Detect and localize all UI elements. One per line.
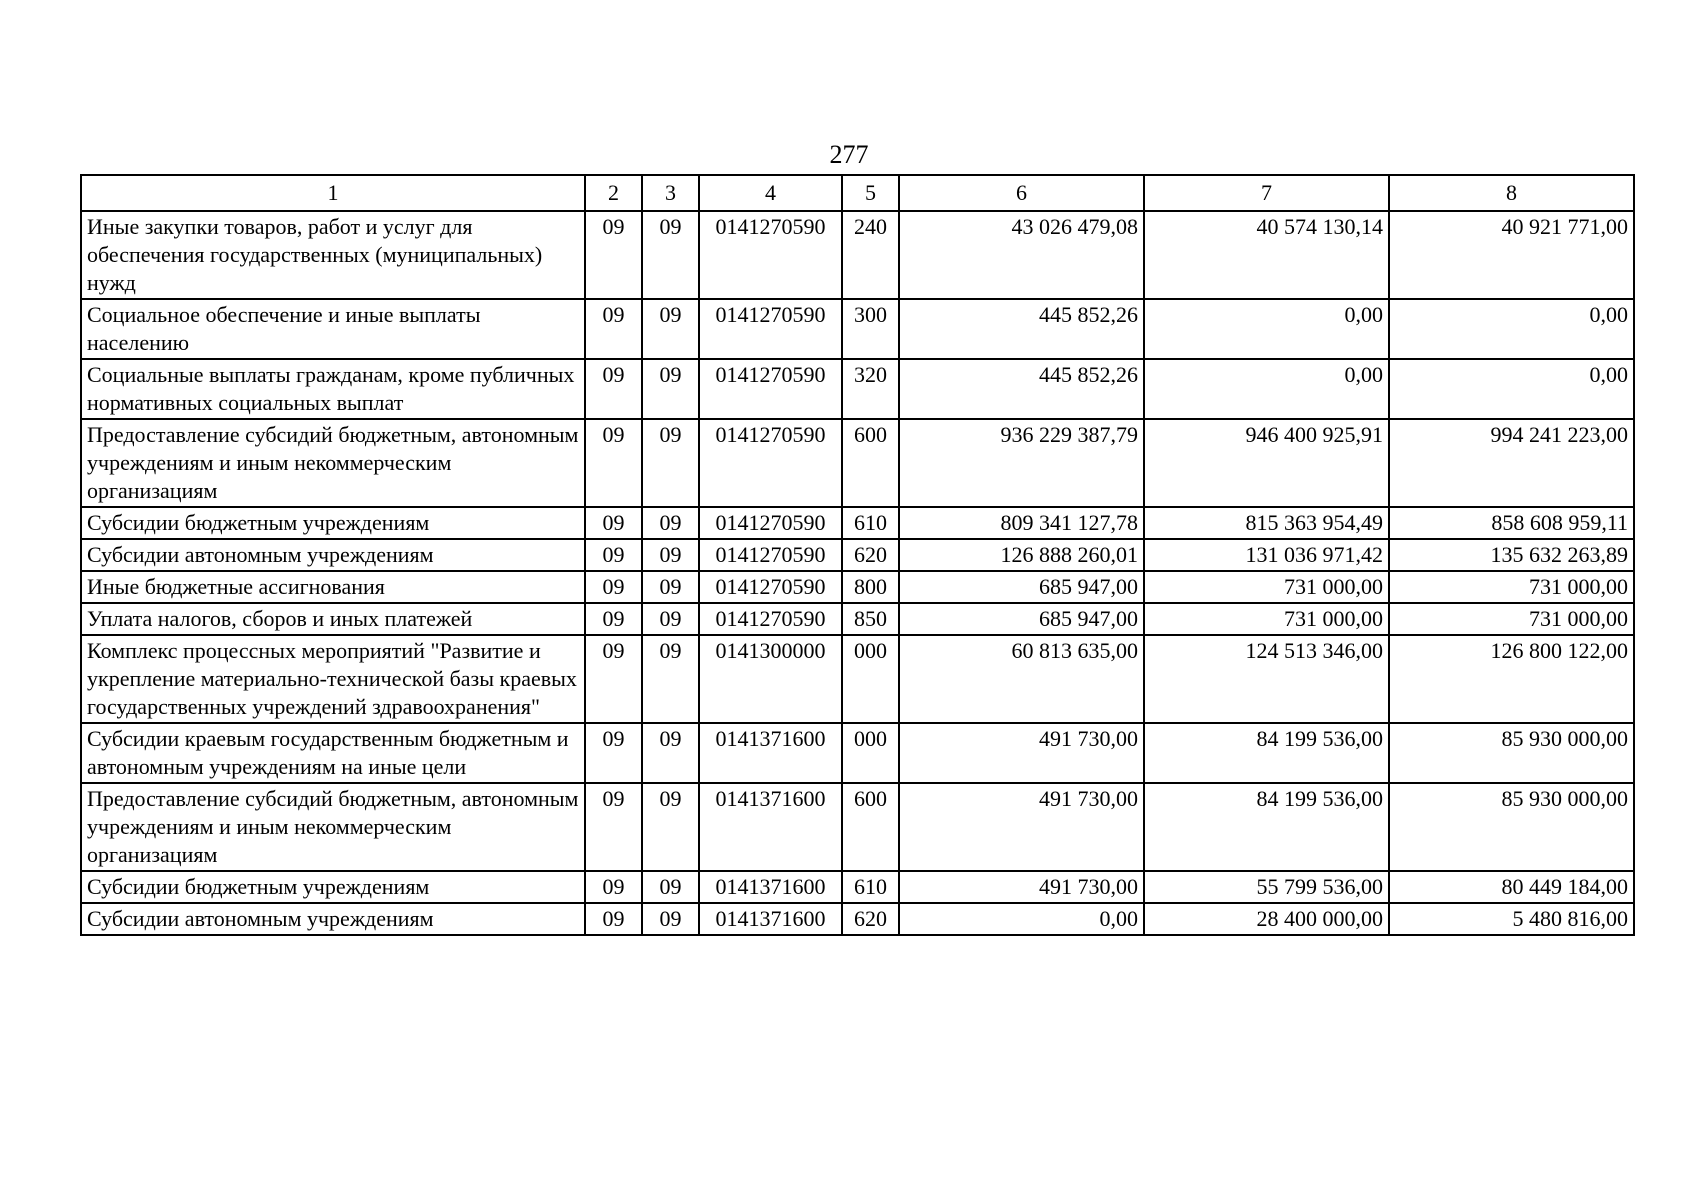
row-expense-type: 000 bbox=[842, 635, 899, 723]
row-amount-8: 0,00 bbox=[1389, 299, 1634, 359]
header-col-2: 2 bbox=[585, 175, 642, 211]
row-expense-type: 320 bbox=[842, 359, 899, 419]
row-amount-6: 43 026 479,08 bbox=[899, 211, 1144, 299]
row-amount-6: 685 947,00 bbox=[899, 603, 1144, 635]
row-target-code: 0141371600 bbox=[699, 783, 842, 871]
table-row bbox=[81, 571, 1634, 603]
header-col-7: 7 bbox=[1144, 175, 1389, 211]
row-subsection: 09 bbox=[642, 603, 699, 635]
row-section: 09 bbox=[585, 507, 642, 539]
header-col-6: 6 bbox=[899, 175, 1144, 211]
row-amount-6: 491 730,00 bbox=[899, 723, 1144, 783]
row-section: 09 bbox=[585, 571, 642, 603]
table-row bbox=[81, 299, 1634, 359]
row-section: 09 bbox=[585, 871, 642, 903]
table-row bbox=[81, 871, 1634, 903]
row-amount-8: 40 921 771,00 bbox=[1389, 211, 1634, 299]
table-row bbox=[81, 783, 1634, 871]
row-subsection: 09 bbox=[642, 539, 699, 571]
row-target-code: 0141270590 bbox=[699, 419, 842, 507]
row-name: Социальное обеспечение и иные выплаты населению bbox=[81, 299, 585, 359]
table-row bbox=[81, 419, 1634, 507]
row-section: 09 bbox=[585, 635, 642, 723]
row-amount-8: 126 800 122,00 bbox=[1389, 635, 1634, 723]
row-name: Иные бюджетные ассигнования bbox=[81, 571, 585, 603]
row-name: Иные закупки товаров, работ и услуг для обеспечения государственных (муниципальных) нужд bbox=[81, 211, 585, 299]
row-amount-7: 84 199 536,00 bbox=[1144, 783, 1389, 871]
row-target-code: 0141270590 bbox=[699, 571, 842, 603]
row-expense-type: 610 bbox=[842, 871, 899, 903]
row-target-code: 0141270590 bbox=[699, 359, 842, 419]
row-expense-type: 850 bbox=[842, 603, 899, 635]
row-name: Предоставление субсидий бюджетным, автономным учреждениям и иным некоммерческим организациям bbox=[81, 783, 585, 871]
row-name: Субсидии автономным учреждениям bbox=[81, 539, 585, 571]
table-row bbox=[81, 359, 1634, 419]
row-amount-7: 84 199 536,00 bbox=[1144, 723, 1389, 783]
row-target-code: 0141270590 bbox=[699, 507, 842, 539]
row-expense-type: 240 bbox=[842, 211, 899, 299]
row-expense-type: 620 bbox=[842, 539, 899, 571]
row-name: Социальные выплаты гражданам, кроме публичных нормативных социальных выплат bbox=[81, 359, 585, 419]
row-target-code: 0141270590 bbox=[699, 299, 842, 359]
row-amount-6: 60 813 635,00 bbox=[899, 635, 1144, 723]
header-col-1: 1 bbox=[81, 175, 585, 211]
row-amount-7: 124 513 346,00 bbox=[1144, 635, 1389, 723]
row-name: Субсидии автономным учреждениям bbox=[81, 903, 585, 935]
row-expense-type: 300 bbox=[842, 299, 899, 359]
header-col-3: 3 bbox=[642, 175, 699, 211]
row-expense-type: 800 bbox=[842, 571, 899, 603]
row-section: 09 bbox=[585, 723, 642, 783]
row-amount-8: 731 000,00 bbox=[1389, 603, 1634, 635]
row-section: 09 bbox=[585, 299, 642, 359]
row-amount-8: 858 608 959,11 bbox=[1389, 507, 1634, 539]
row-amount-7: 946 400 925,91 bbox=[1144, 419, 1389, 507]
row-target-code: 0141270590 bbox=[699, 603, 842, 635]
row-expense-type: 610 bbox=[842, 507, 899, 539]
row-section: 09 bbox=[585, 603, 642, 635]
row-expense-type: 600 bbox=[842, 783, 899, 871]
row-name: Уплата налогов, сборов и иных платежей bbox=[81, 603, 585, 635]
row-subsection: 09 bbox=[642, 903, 699, 935]
row-amount-7: 28 400 000,00 bbox=[1144, 903, 1389, 935]
row-subsection: 09 bbox=[642, 635, 699, 723]
header-col-5: 5 bbox=[842, 175, 899, 211]
row-target-code: 0141270590 bbox=[699, 211, 842, 299]
row-name: Субсидии бюджетным учреждениям bbox=[81, 871, 585, 903]
row-target-code: 0141300000 bbox=[699, 635, 842, 723]
table-row bbox=[81, 635, 1634, 723]
header-row bbox=[81, 175, 1634, 211]
row-expense-type: 620 bbox=[842, 903, 899, 935]
row-target-code: 0141371600 bbox=[699, 723, 842, 783]
row-subsection: 09 bbox=[642, 419, 699, 507]
row-name: Субсидии краевым государственным бюджетным и автономным учреждениям на иные цели bbox=[81, 723, 585, 783]
budget-table bbox=[80, 174, 1635, 936]
row-amount-8: 5 480 816,00 bbox=[1389, 903, 1634, 935]
row-section: 09 bbox=[585, 419, 642, 507]
table-row bbox=[81, 539, 1634, 571]
row-target-code: 0141371600 bbox=[699, 871, 842, 903]
row-expense-type: 000 bbox=[842, 723, 899, 783]
row-target-code: 0141270590 bbox=[699, 539, 842, 571]
row-subsection: 09 bbox=[642, 359, 699, 419]
table-row bbox=[81, 507, 1634, 539]
header-col-8: 8 bbox=[1389, 175, 1634, 211]
row-amount-6: 491 730,00 bbox=[899, 871, 1144, 903]
row-subsection: 09 bbox=[642, 871, 699, 903]
row-name: Предоставление субсидий бюджетным, автономным учреждениям и иным некоммерческим организациям bbox=[81, 419, 585, 507]
row-section: 09 bbox=[585, 783, 642, 871]
row-name: Субсидии бюджетным учреждениям bbox=[81, 507, 585, 539]
row-amount-7: 731 000,00 bbox=[1144, 603, 1389, 635]
page-number: 277 bbox=[829, 140, 869, 169]
table-row bbox=[81, 211, 1634, 299]
row-amount-8: 731 000,00 bbox=[1389, 571, 1634, 603]
row-section: 09 bbox=[585, 539, 642, 571]
row-amount-7: 40 574 130,14 bbox=[1144, 211, 1389, 299]
row-section: 09 bbox=[585, 903, 642, 935]
row-amount-8: 135 632 263,89 bbox=[1389, 539, 1634, 571]
row-amount-7: 55 799 536,00 bbox=[1144, 871, 1389, 903]
row-amount-6: 685 947,00 bbox=[899, 571, 1144, 603]
row-amount-8: 0,00 bbox=[1389, 359, 1634, 419]
row-amount-8: 80 449 184,00 bbox=[1389, 871, 1634, 903]
row-target-code: 0141371600 bbox=[699, 903, 842, 935]
row-subsection: 09 bbox=[642, 783, 699, 871]
table-row bbox=[81, 903, 1634, 935]
table-row bbox=[81, 603, 1634, 635]
row-amount-7: 731 000,00 bbox=[1144, 571, 1389, 603]
row-subsection: 09 bbox=[642, 571, 699, 603]
row-amount-7: 0,00 bbox=[1144, 359, 1389, 419]
row-amount-6: 809 341 127,78 bbox=[899, 507, 1144, 539]
row-subsection: 09 bbox=[642, 211, 699, 299]
row-amount-6: 445 852,26 bbox=[899, 299, 1144, 359]
row-amount-6: 445 852,26 bbox=[899, 359, 1144, 419]
row-amount-7: 0,00 bbox=[1144, 299, 1389, 359]
row-amount-8: 85 930 000,00 bbox=[1389, 723, 1634, 783]
row-section: 09 bbox=[585, 211, 642, 299]
row-subsection: 09 bbox=[642, 299, 699, 359]
table-row bbox=[81, 723, 1634, 783]
row-amount-6: 126 888 260,01 bbox=[899, 539, 1144, 571]
row-section: 09 bbox=[585, 359, 642, 419]
row-amount-8: 85 930 000,00 bbox=[1389, 783, 1634, 871]
row-amount-6: 491 730,00 bbox=[899, 783, 1144, 871]
row-subsection: 09 bbox=[642, 723, 699, 783]
row-name: Комплекс процессных мероприятий "Развитие и укрепление материально-технической базы краевых государственных учреждений здравоохранения" bbox=[81, 635, 585, 723]
row-amount-7: 131 036 971,42 bbox=[1144, 539, 1389, 571]
header-col-4: 4 bbox=[699, 175, 842, 211]
row-amount-7: 815 363 954,49 bbox=[1144, 507, 1389, 539]
row-amount-6: 0,00 bbox=[899, 903, 1144, 935]
row-subsection: 09 bbox=[642, 507, 699, 539]
row-amount-6: 936 229 387,79 bbox=[899, 419, 1144, 507]
row-amount-8: 994 241 223,00 bbox=[1389, 419, 1634, 507]
row-expense-type: 600 bbox=[842, 419, 899, 507]
